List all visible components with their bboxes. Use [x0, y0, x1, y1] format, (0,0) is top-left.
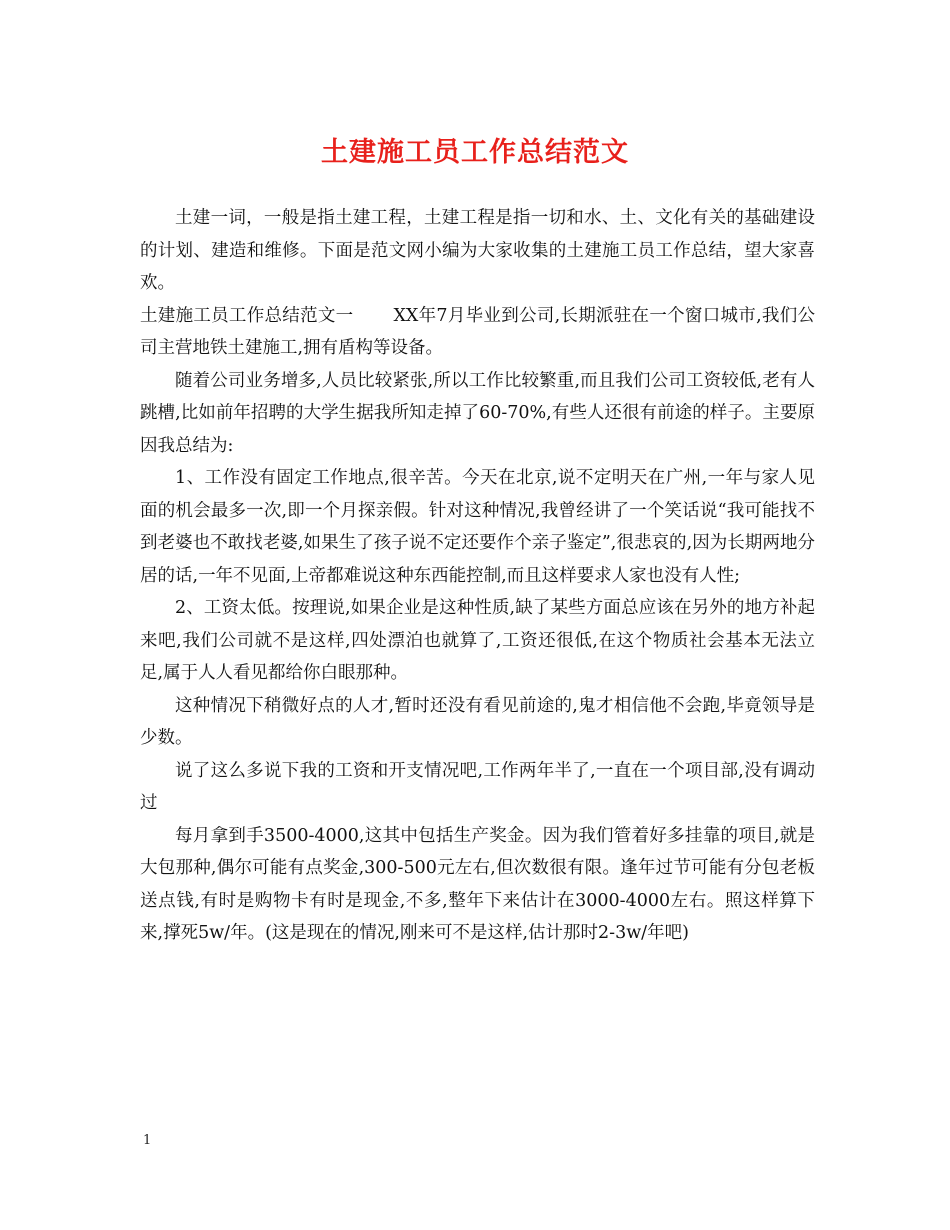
document-body	[140, 202, 815, 950]
paragraph-6: 说了这么多说下我的工资和开支情况吧,工作两年半了,一直在一个项目部,没有调动过	[140, 760, 815, 813]
paragraph-section-start	[140, 300, 815, 365]
paragraph-4: 2、工资太低。按理说,如果企业是这种性质,缺了某些方面总应该在另外的地方补起来吧,我们公司就不是这样,四处漂泊也就算了,工资还很低,在这个物质社会基本无法立足,属于人人看见都给你白眼那种。	[140, 598, 815, 683]
paragraph-2: 随着公司业务增多,人员比较紧张,所以工作比较繁重,而且我们公司工资较低,老有人跳槽,比如前年招聘的大学生据我所知走掉了60-70%,有些人还很有前途的样子。主要原因我总结为:	[140, 370, 815, 456]
paragraph-3: 1、工作没有固定工作地点,很辛苦。今天在北京,说不定明天在广州,一年与家人见面的机会最多一次,即一个月探亲假。针对这种情况,我曾经讲了一个笑话说“我可能找不到老婆也不敢找老婆,如果生了孩子说不定还要作个亲子鉴定”,很悲哀的,因为长期两地分居的话,一年不见面,上帝都难说这种东西能控制,而且这样要求人家也没有人性;	[140, 468, 815, 586]
paragraph-5: 这种情况下稍微好点的人才,暂时还没有看见前途的,鬼才相信他不会跑,毕竟领导是少数。	[140, 695, 815, 748]
paragraph-7: 每月拿到手3500-4000,这其中包括生产奖金。因为我们管着好多挂靠的项目,就是大包那种,偶尔可能有点奖金,300-500元左右,但次数很有限。逢年过节可能有分包老板送点钱,有时是购物卡有时是现金,不多,整年下来估计在3000-4000左右。照这样算下来,撑死5w/年。(这是现在的情况,刚来可不是这样,估计那时2-3w/年吧)	[140, 825, 815, 943]
page-number: 1	[143, 1133, 152, 1148]
section-intro-text: XX年7月毕业到公司,长期派驻在一个窗口城市,我们公司主营地铁土建施工,拥有盾构等设备。	[140, 305, 815, 358]
section-heading: 土建施工员工作总结范文一	[140, 305, 354, 326]
page-title: 土建施工员工作总结范文	[321, 137, 629, 168]
paragraph-intro: 土建一词，一般是指土建工程，土建工程是指一切和水、土、文化有关的基础建设的计划、建造和维修。下面是范文网小编为大家收集的土建施工员工作总结，望大家喜欢。	[140, 208, 815, 293]
